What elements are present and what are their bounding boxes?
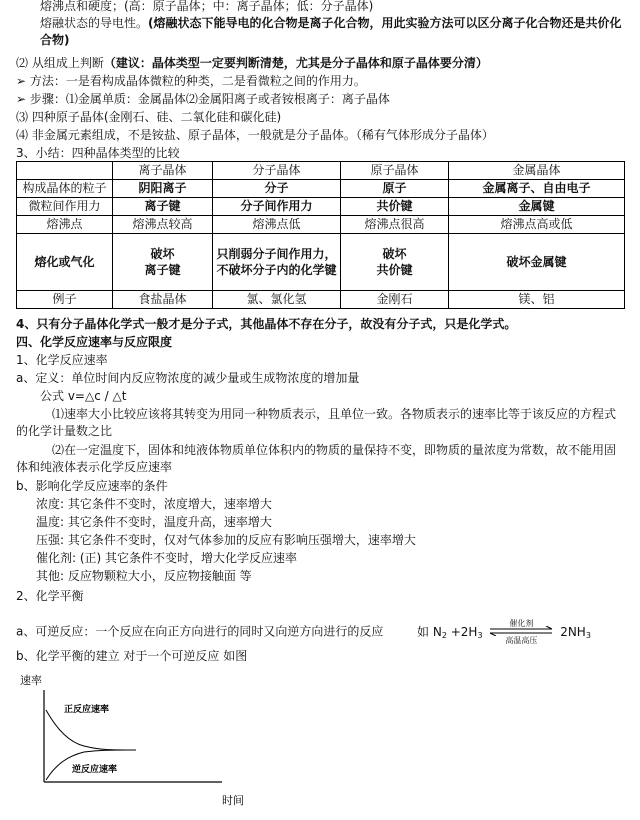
equation-rhs: $2NH_3$ <box>560 624 591 640</box>
table-cell: 离子键 <box>113 198 213 216</box>
table-cell: 镁、铝 <box>449 291 625 309</box>
graph-svg <box>20 672 280 812</box>
table-cell: 只削弱分子间作用力，不破坏分子内的化学键 <box>213 234 341 291</box>
arrow-condition-label: 高温高压 <box>505 636 538 645</box>
table-cell: 金属键 <box>449 198 625 216</box>
table-row-label: 熔化或气化 <box>17 234 113 291</box>
table-row-label: 构成晶体的粒子 <box>17 180 113 198</box>
table-cell: 熔沸点高或低 <box>449 216 625 234</box>
equilibrium-arrow-icon <box>488 620 554 644</box>
table-row <box>17 216 625 234</box>
factors-heading: b、影响化学反应速率的条件 <box>16 479 168 493</box>
equilibrium-heading: 2、化学平衡 <box>16 589 84 603</box>
conductivity-line <box>40 15 630 49</box>
table-header-cell <box>17 162 113 180</box>
factor-catalyst: 催化剂: (正) 其它条件不变时，增大化学反应速率 <box>36 551 298 565</box>
table-cell: 原子 <box>341 180 449 198</box>
graph-ylabel: 速率 <box>20 674 42 687</box>
rate-heading: 1、化学反应速率 <box>16 353 108 367</box>
table-cell: 金属离子、自由电子 <box>449 180 625 198</box>
table-cell: 破坏金属键 <box>449 234 625 291</box>
table-row-label: 例子 <box>17 291 113 309</box>
forward-rate-label: 正反应速率 <box>64 705 110 715</box>
table-cell: 氯、氯化氢 <box>213 291 341 309</box>
table-cell: 熔沸点低 <box>213 216 341 234</box>
equation-lhs: 如 $N_2 +2H_3$ <box>417 624 483 640</box>
composition-heading <box>16 55 626 72</box>
equilibrium-setup-line: b、化学平衡的建立 对于一个可逆反应 如图 <box>16 649 248 663</box>
rate-definition: a、定义：单位时间内反应物浓度的减少量或生成物浓度的增加量 <box>16 371 360 385</box>
table-header-cell: 金属晶体 <box>449 162 625 180</box>
crystal-comparison-table <box>16 161 625 309</box>
section-heading: 四、化学反应速率与反应限度 <box>16 335 173 349</box>
table-header-cell: 分子晶体 <box>213 162 341 180</box>
table-header-cell: 离子晶体 <box>113 162 213 180</box>
table-row <box>17 291 625 309</box>
atomic-crystals-line: ⑶ 四种原子晶体(金刚石、硅、二氧化硅和碳化硅) <box>16 110 282 124</box>
rate-time-graph <box>20 672 280 812</box>
factor-concentration: 浓度: 其它条件不变时，浓度增大，速率增大 <box>36 497 272 511</box>
rate-note-2: ⑵在一定温度下，固体和纯液体物质单位体积内的物质的量保持不变，即物质的量浓度为常数，故不能用固体和纯液体表示化学反应速率 <box>16 443 617 474</box>
graph-xlabel: 时间 <box>222 794 244 807</box>
table-cell: 熔沸点很高 <box>341 216 449 234</box>
reverse-rate-label: 逆反应速率 <box>72 765 118 775</box>
factor-other: 其他: 反应物颗粒大小，反应物接触面 等 <box>36 569 252 583</box>
table-cell: 金刚石 <box>341 291 449 309</box>
table-row <box>17 234 625 291</box>
hardness-line: 熔沸点和硬度；(高：原子晶体；中：离子晶体；低：分子晶体) <box>40 0 374 13</box>
table-header-row <box>17 162 625 180</box>
steps-line: ➢ 步骤：⑴金属单质：金属晶体⑵金属阳离子或者铵根离子：离子晶体 <box>16 92 390 106</box>
reversible-definition: a、可逆反应：一个反应在向正方向进行的同时又向逆方向进行的反应 <box>16 624 384 639</box>
table-row <box>17 180 625 198</box>
composition-advice: （建议：晶体类型一定要判断清楚，尤其是分子晶体和原子晶体要分清） <box>103 56 488 70</box>
reversible-reaction-line <box>16 620 626 644</box>
table-cell: 分子间作用力 <box>213 198 341 216</box>
conductivity-note: (熔融状态下能导电的化合物是离子化合物，用此实验方法可以区分离子化合物还是共价化合物) <box>40 16 622 47</box>
summary-heading: 3、小结：四种晶体类型的比较 <box>16 146 180 160</box>
forward-rate-curve <box>46 710 136 750</box>
method-line: ➢ 方法：一是看构成晶体微粒的种类，二是看微粒之间的作用力。 <box>16 74 366 88</box>
conductivity-label: 熔融状态的导电性。 <box>40 16 149 30</box>
formula-note: 4、只有分子晶体化学式一般才是分子式，其他晶体不存在分子，故没有分子式，只是化学式。 <box>16 317 517 331</box>
table-cell: 熔沸点较高 <box>113 216 213 234</box>
rate-formula: 公式 v=△c / △t <box>40 389 127 403</box>
table-row-label: 微粒间作用力 <box>17 198 113 216</box>
table-cell: 破坏 共价键 <box>341 234 449 291</box>
rate-note-1: ⑴速率大小比较应该将其转变为用同一种物质表示，且单位一致。各物质表示的速率比等于该反应的方程式的化学计量数之比 <box>16 407 617 438</box>
table-row-label: 熔沸点 <box>17 216 113 234</box>
factor-temperature: 温度: 其它条件不变时，温度升高，速率增大 <box>36 515 272 529</box>
nonmetal-line: ⑷ 非金属元素组成，不是铵盐、原子晶体，一般就是分子晶体。（稀有气体形成分子晶体） <box>16 128 494 142</box>
table-cell: 阴阳离子 <box>113 180 213 198</box>
table-cell: 分子 <box>213 180 341 198</box>
table-row <box>17 198 625 216</box>
factor-pressure: 压强: 其它条件不变时，仅对气体参加的反应有影响压强增大，速率增大 <box>36 533 416 547</box>
arrow-catalyst-label: 催化剂 <box>509 619 534 628</box>
table-cell: 共价键 <box>341 198 449 216</box>
table-cell: 破坏 离子键 <box>113 234 213 291</box>
table-cell: 食盐晶体 <box>113 291 213 309</box>
composition-label: ⑵ 从组成上判断 <box>16 56 104 70</box>
table-header-cell: 原子晶体 <box>341 162 449 180</box>
